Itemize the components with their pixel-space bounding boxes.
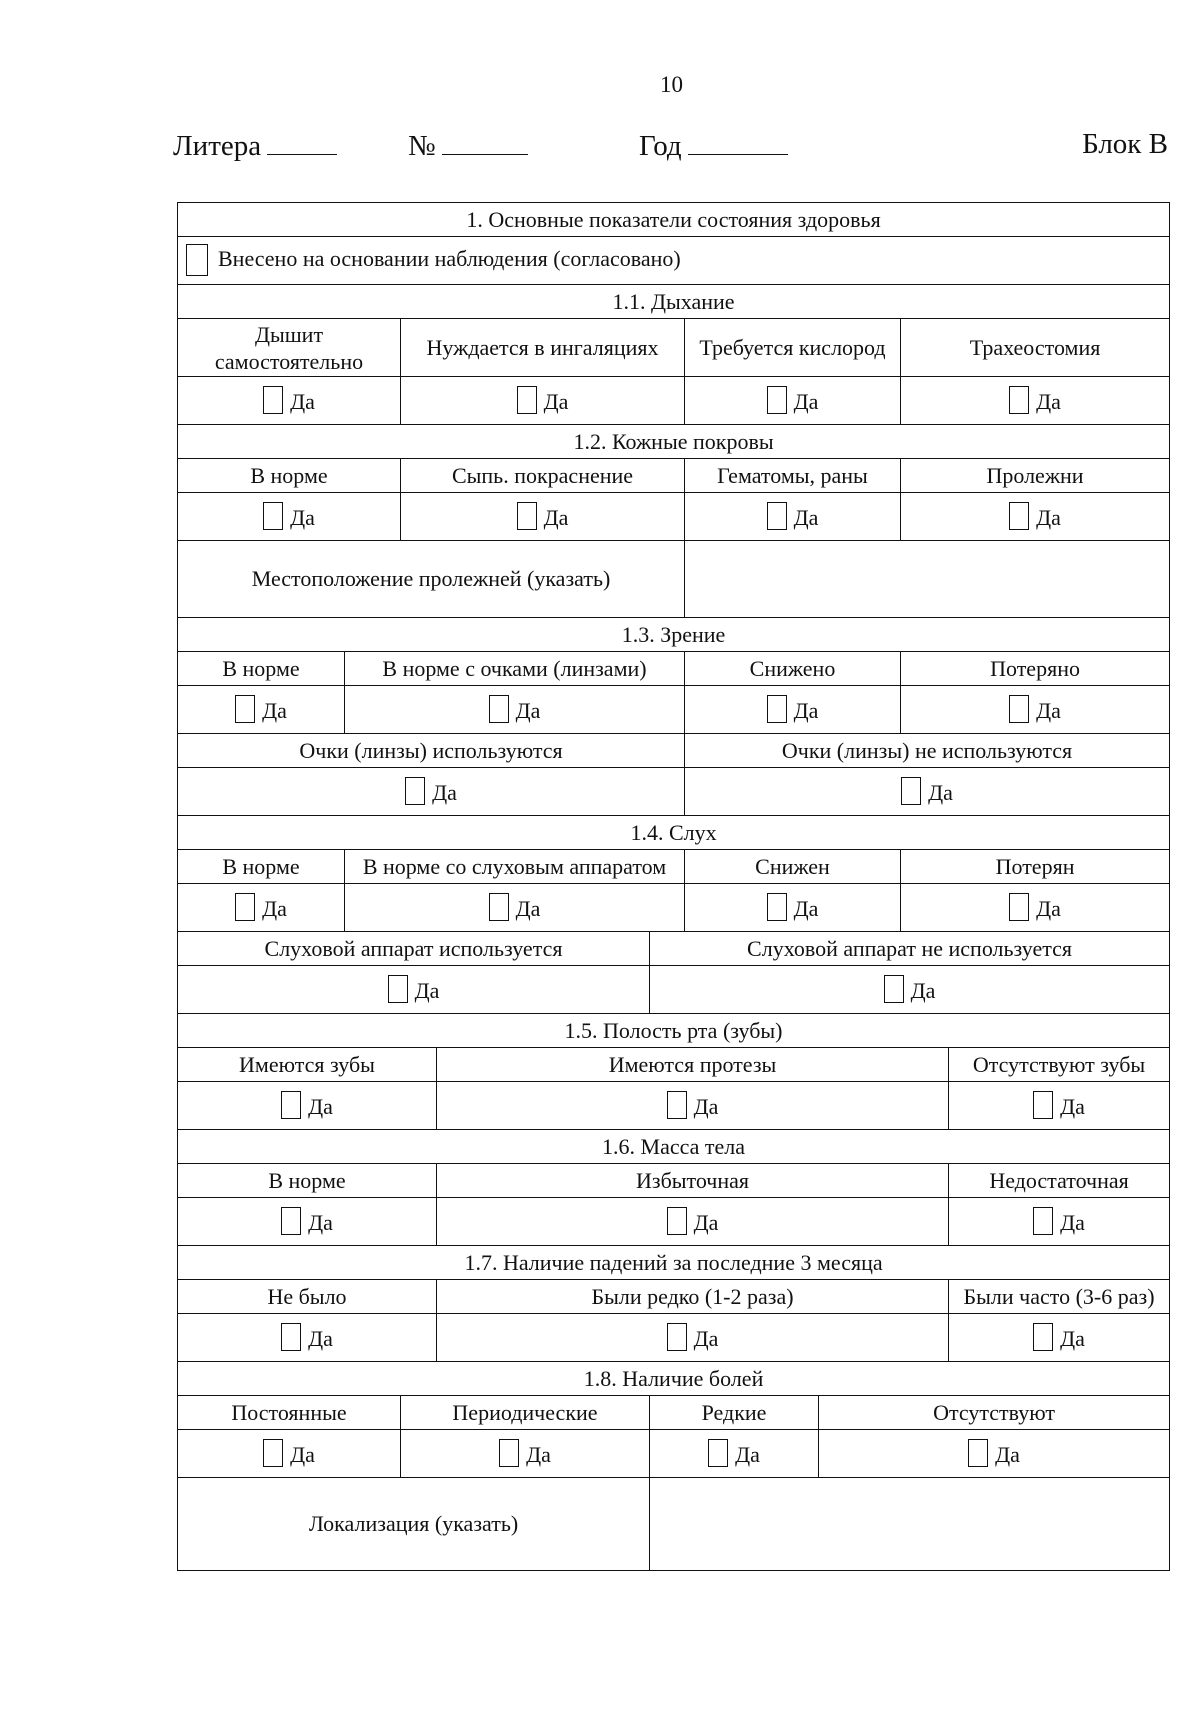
yes-label: Да: [414, 977, 440, 1003]
checkbox[interactable]: [517, 386, 537, 414]
pain-yes-2[interactable]: [401, 1430, 650, 1478]
yes-label: Да: [793, 504, 819, 530]
glasses-not-used-yes[interactable]: [685, 768, 1170, 816]
checkbox[interactable]: [235, 695, 255, 723]
weight-yes-1[interactable]: [178, 1198, 437, 1246]
weight-yes-2[interactable]: [437, 1198, 949, 1246]
yes-label: Да: [693, 1325, 719, 1351]
breathing-yes-2[interactable]: [401, 377, 685, 425]
page-number: 10: [660, 72, 683, 97]
yes-label: Да: [308, 1325, 333, 1351]
hearing-yes-1[interactable]: [178, 884, 345, 932]
hearing-col-lost: Потерян: [901, 850, 1170, 884]
skin-col-rash: Сыпь. покраснение: [401, 459, 685, 493]
vision-yes-1[interactable]: [178, 686, 345, 734]
yes-label: Да: [693, 1209, 719, 1235]
breathing-col-tracheostomy: Трахеостомия: [901, 319, 1170, 377]
falls-col-rare: Были редко (1-2 раза): [437, 1280, 949, 1314]
yes-label: Да: [1036, 895, 1061, 921]
checkbox[interactable]: [263, 1439, 283, 1467]
skin-col-normal: В норме: [178, 459, 401, 493]
hearing-col-aid: В норме со слуховым аппаратом: [345, 850, 685, 884]
checkbox[interactable]: [1033, 1323, 1053, 1351]
checkbox[interactable]: [517, 502, 537, 530]
weight-col-deficient: Недостаточная: [949, 1164, 1170, 1198]
hearing-title: 1.4. Слух: [178, 816, 1170, 850]
falls-title: 1.7. Наличие падений за последние 3 месяца: [178, 1246, 1170, 1280]
year-field[interactable]: [639, 128, 788, 163]
bedsore-location-label: Местоположение пролежней (указать): [178, 541, 685, 618]
oral-col-no-teeth: Отсутствуют зубы: [949, 1048, 1170, 1082]
yes-label: Да: [793, 895, 819, 921]
oral-col-teeth: Имеются зубы: [178, 1048, 437, 1082]
yes-label: Да: [910, 977, 936, 1003]
checkbox[interactable]: [1033, 1207, 1053, 1235]
pain-yes-3[interactable]: [650, 1430, 819, 1478]
litera-blank[interactable]: [267, 128, 337, 155]
pain-col-constant: Постоянные: [178, 1396, 401, 1430]
checkbox[interactable]: [489, 893, 509, 921]
glasses-used-label: Очки (линзы) используются: [178, 734, 685, 768]
pain-col-periodic: Периодические: [401, 1396, 650, 1430]
oral-yes-2[interactable]: [437, 1082, 949, 1130]
yes-label: Да: [793, 697, 819, 723]
skin-yes-3[interactable]: [685, 493, 901, 541]
year-label: Год: [639, 130, 682, 162]
yes-label: Да: [1036, 504, 1061, 530]
number-field[interactable]: [408, 128, 528, 163]
hearing-aid-used-yes[interactable]: [178, 966, 650, 1014]
pain-col-absent: Отсутствуют: [819, 1396, 1170, 1430]
yes-label: Да: [515, 895, 541, 921]
glasses-not-used-label: Очки (линзы) не используются: [685, 734, 1170, 768]
litera-field[interactable]: [173, 128, 337, 163]
oral-col-dentures: Имеются протезы: [437, 1048, 949, 1082]
checkbox[interactable]: [667, 1323, 687, 1351]
checkbox[interactable]: [708, 1439, 728, 1467]
checkbox[interactable]: [1009, 502, 1029, 530]
pain-localization-label: Локализация (указать): [178, 1478, 650, 1571]
yes-label: Да: [543, 504, 569, 530]
falls-col-none: Не было: [178, 1280, 437, 1314]
checkbox[interactable]: [1009, 386, 1029, 414]
yes-label: Да: [308, 1093, 333, 1119]
yes-label: Да: [793, 388, 819, 414]
breathing-yes-3[interactable]: [685, 377, 901, 425]
hearing-yes-2[interactable]: [345, 884, 685, 932]
yes-label: Да: [1036, 697, 1061, 723]
checkbox[interactable]: [968, 1439, 988, 1467]
vision-col-glasses: В норме с очками (линзами): [345, 652, 685, 686]
skin-yes-1[interactable]: [178, 493, 401, 541]
form-header: [173, 128, 1168, 168]
yes-label: Да: [432, 779, 457, 805]
health-indicators-table: [177, 202, 1170, 1571]
yes-label: Да: [928, 779, 953, 805]
pain-localization-field[interactable]: [650, 1478, 1170, 1571]
yes-label: Да: [693, 1093, 719, 1119]
skin-col-hematoma: Гематомы, раны: [685, 459, 901, 493]
checkbox[interactable]: [667, 1091, 687, 1119]
pain-col-rare: Редкие: [650, 1396, 819, 1430]
yes-label: Да: [995, 1441, 1020, 1467]
checkbox[interactable]: [667, 1207, 687, 1235]
breathing-yes-1[interactable]: [178, 377, 401, 425]
vision-col-normal: В норме: [178, 652, 345, 686]
yes-label: Да: [290, 1441, 315, 1467]
yes-label: Да: [735, 1441, 760, 1467]
pain-yes-4[interactable]: [819, 1430, 1170, 1478]
weight-yes-3[interactable]: [949, 1198, 1170, 1246]
vision-col-reduced: Снижено: [685, 652, 901, 686]
observed-row[interactable]: [178, 237, 1170, 285]
checkbox[interactable]: [405, 777, 425, 805]
breathing-col-oxygen: Требуется кислород: [685, 319, 901, 377]
yes-label: Да: [1060, 1325, 1085, 1351]
pain-title: 1.8. Наличие болей: [178, 1362, 1170, 1396]
checkbox[interactable]: [767, 695, 787, 723]
breathing-yes-4[interactable]: [901, 377, 1170, 425]
checkbox[interactable]: [1033, 1091, 1053, 1119]
weight-title: 1.6. Масса тела: [178, 1130, 1170, 1164]
checkbox[interactable]: [281, 1323, 301, 1351]
checkbox[interactable]: [1009, 695, 1029, 723]
bedsore-location-field[interactable]: [685, 541, 1170, 618]
vision-yes-2[interactable]: [345, 686, 685, 734]
breathing-col-independent: Дышит самостоятельно: [178, 319, 401, 377]
vision-yes-4[interactable]: [901, 686, 1170, 734]
weight-col-normal: В норме: [178, 1164, 437, 1198]
checkbox[interactable]: [489, 695, 509, 723]
yes-label: Да: [1036, 388, 1061, 414]
vision-col-lost: Потеряно: [901, 652, 1170, 686]
breathing-col-inhalation: Нуждается в ингаляциях: [401, 319, 685, 377]
checkbox[interactable]: [281, 1091, 301, 1119]
yes-label: Да: [543, 388, 569, 414]
year-blank[interactable]: [688, 128, 788, 155]
skin-col-bedsores: Пролежни: [901, 459, 1170, 493]
oral-yes-1[interactable]: [178, 1082, 437, 1130]
checkbox[interactable]: [281, 1207, 301, 1235]
hearing-col-normal: В норме: [178, 850, 345, 884]
skin-yes-2[interactable]: [401, 493, 685, 541]
yes-label: Да: [526, 1441, 551, 1467]
number-label: №: [408, 130, 436, 162]
litera-label: Литера: [173, 130, 262, 162]
yes-label: Да: [290, 388, 315, 414]
yes-label: Да: [1060, 1093, 1085, 1119]
falls-yes-3[interactable]: [949, 1314, 1170, 1362]
skin-title: 1.2. Кожные покровы: [178, 425, 1170, 459]
weight-col-excess: Избыточная: [437, 1164, 949, 1198]
checkbox[interactable]: [767, 893, 787, 921]
falls-yes-2[interactable]: [437, 1314, 949, 1362]
falls-col-often: Были часто (3-6 раз): [949, 1280, 1170, 1314]
yes-label: Да: [308, 1209, 333, 1235]
breathing-title: 1.1. Дыхание: [178, 285, 1170, 319]
skin-yes-4[interactable]: [901, 493, 1170, 541]
observed-label: Внесено на основании наблюдения (согласовано): [218, 245, 681, 271]
observed-checkbox[interactable]: [186, 244, 208, 276]
oral-title: 1.5. Полость рта (зубы): [178, 1014, 1170, 1048]
yes-label: Да: [262, 697, 287, 723]
pain-yes-1[interactable]: [178, 1430, 401, 1478]
number-blank[interactable]: [442, 128, 528, 155]
checkbox[interactable]: [263, 386, 283, 414]
checkbox[interactable]: [767, 386, 787, 414]
vision-yes-3[interactable]: [685, 686, 901, 734]
yes-label: Да: [1060, 1209, 1085, 1235]
section-1-title: 1. Основные показатели состояния здоровья: [178, 203, 1170, 237]
checkbox[interactable]: [884, 975, 904, 1003]
falls-yes-1[interactable]: [178, 1314, 437, 1362]
checkbox[interactable]: [499, 1439, 519, 1467]
checkbox[interactable]: [1009, 893, 1029, 921]
hearing-aid-not-used-yes[interactable]: [650, 966, 1170, 1014]
hearing-yes-3[interactable]: [685, 884, 901, 932]
oral-yes-3[interactable]: [949, 1082, 1170, 1130]
hearing-aid-not-used-label: Слуховой аппарат не используется: [650, 932, 1170, 966]
checkbox[interactable]: [235, 893, 255, 921]
yes-label: Да: [515, 697, 541, 723]
glasses-used-yes[interactable]: [178, 768, 685, 816]
yes-label: Да: [262, 895, 287, 921]
block-label: Блок В: [1082, 128, 1168, 160]
yes-label: Да: [290, 504, 315, 530]
hearing-col-reduced: Снижен: [685, 850, 901, 884]
checkbox[interactable]: [388, 975, 408, 1003]
vision-title: 1.3. Зрение: [178, 618, 1170, 652]
hearing-aid-used-label: Слуховой аппарат используется: [178, 932, 650, 966]
checkbox[interactable]: [767, 502, 787, 530]
hearing-yes-4[interactable]: [901, 884, 1170, 932]
checkbox[interactable]: [901, 777, 921, 805]
checkbox[interactable]: [263, 502, 283, 530]
